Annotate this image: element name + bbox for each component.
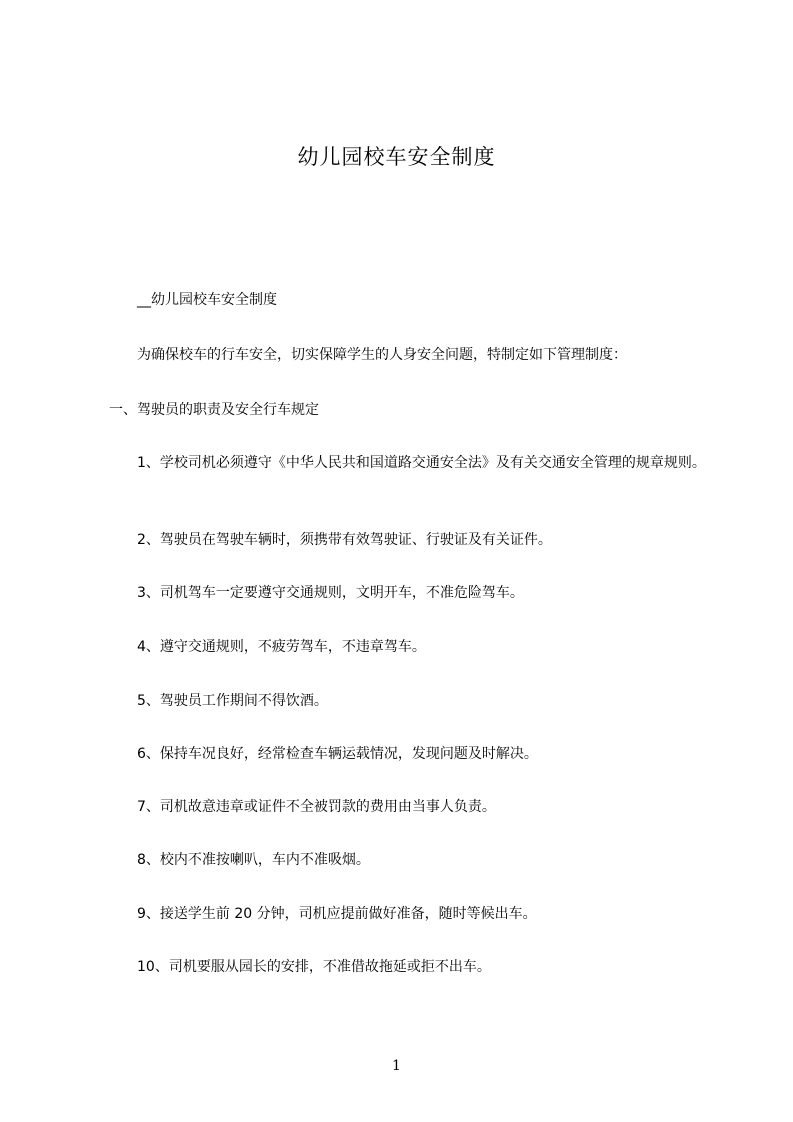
rule-item-5: 5、驾驶员工作期间不得饮酒。 — [137, 693, 328, 709]
document-subtitle: __幼儿园校车安全制度 — [137, 292, 277, 308]
rule-item-8: 8、校内不准按喇叭，车内不准吸烟。 — [137, 852, 370, 868]
rule-item-7: 7、司机故意违章或证件不全被罚款的费用由当事人负责。 — [137, 799, 496, 815]
rule-item-10: 10、司机要服从园长的安排，不准借故拖延或拒不出车。 — [137, 959, 491, 975]
rule-item-4: 4、遵守交通规则，不疲劳驾车，不违章驾车。 — [137, 639, 426, 655]
page-number: 1 — [392, 1058, 401, 1074]
section-heading: 一、驾驶员的职责及安全行车规定 — [109, 402, 319, 418]
rule-item-3: 3、司机驾车一定要遵守交通规则，文明开车，不准危险驾车。 — [137, 585, 524, 601]
document-title: 幼儿园校车安全制度 — [297, 145, 496, 169]
rule-item-6: 6、保持车况良好，经常检查车辆运载情况，发现问题及时解决。 — [137, 746, 538, 762]
intro-paragraph: 为确保校车的行车安全，切实保障学生的人身安全问题，特制定如下管理制度： — [137, 347, 627, 363]
rule-item-2: 2、驾驶员在驾驶车辆时，须携带有效驾驶证、行驶证及有关证件。 — [137, 532, 552, 548]
rule-item-1: 1、学校司机必须遵守《中华人民共和国道路交通安全法》及有关交通安全管理的规章规则。 — [137, 455, 706, 471]
rule-item-9: 9、接送学生前 20 分钟，司机应提前做好准备，随时等候出车。 — [137, 906, 537, 922]
